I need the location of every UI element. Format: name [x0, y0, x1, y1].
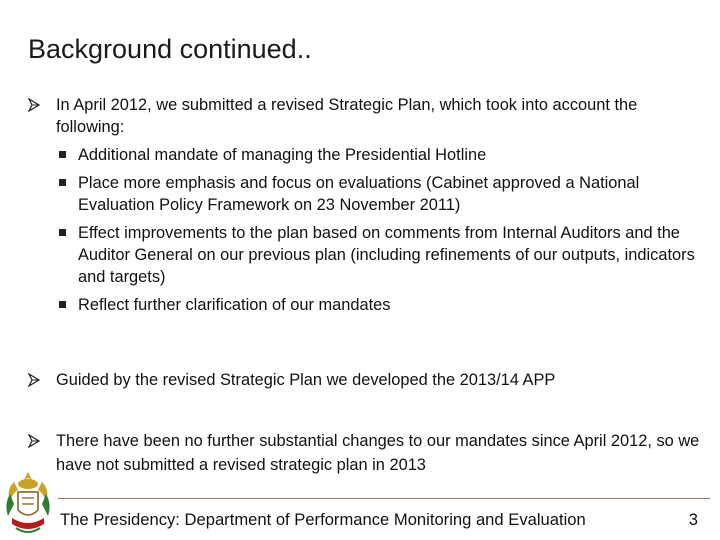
- bullet-text: In April 2012, we submitted a revised Strategic Plan, which took into account the following:: [56, 96, 638, 136]
- page-number: 3: [688, 510, 698, 529]
- square-bullet-icon: [59, 301, 66, 308]
- bullet-item: [28, 429, 720, 477]
- bullet-list: [28, 94, 704, 316]
- bullet-item: [28, 369, 720, 391]
- sub-bullet-item: [28, 144, 704, 166]
- bullet-text: There have been no further substantial changes to our mandates since April 2012, so we have not submitted a revised strategic plan in 2013: [56, 432, 700, 474]
- arrow-bullet-icon: [28, 98, 40, 112]
- square-bullet-icon: [59, 151, 66, 158]
- sub-bullet-text: Effect improvements to the plan based on comments from Internal Auditors and the Auditor General on our previous plan (including refinements of our outputs, indicators and targets): [78, 224, 695, 286]
- sub-bullet-item: [28, 294, 704, 316]
- sub-bullet-text: Place more emphasis and focus on evaluations (Cabinet approved a National Evaluation Policy Framework on 23 November 2011): [78, 174, 640, 214]
- footer-divider: [58, 498, 710, 499]
- sub-bullet-text: Reflect further clarification of our mandates: [78, 296, 391, 314]
- bullet-item: [28, 94, 704, 138]
- coat-of-arms-icon: [2, 470, 54, 538]
- square-bullet-icon: [59, 179, 66, 186]
- arrow-bullet-icon: [28, 434, 40, 448]
- sub-bullet-item: [28, 172, 704, 216]
- arrow-bullet-icon: [28, 373, 40, 387]
- square-bullet-icon: [59, 229, 66, 236]
- sub-bullet-item: [28, 222, 704, 288]
- sub-bullet-text: Additional mandate of managing the Presidential Hotline: [78, 146, 487, 164]
- bullet-text: Guided by the revised Strategic Plan we developed the 2013/14 APP: [56, 371, 556, 389]
- footer-text: The Presidency: Department of Performance Monitoring and Evaluation: [60, 510, 586, 529]
- slide-title: Background continued..: [28, 34, 312, 64]
